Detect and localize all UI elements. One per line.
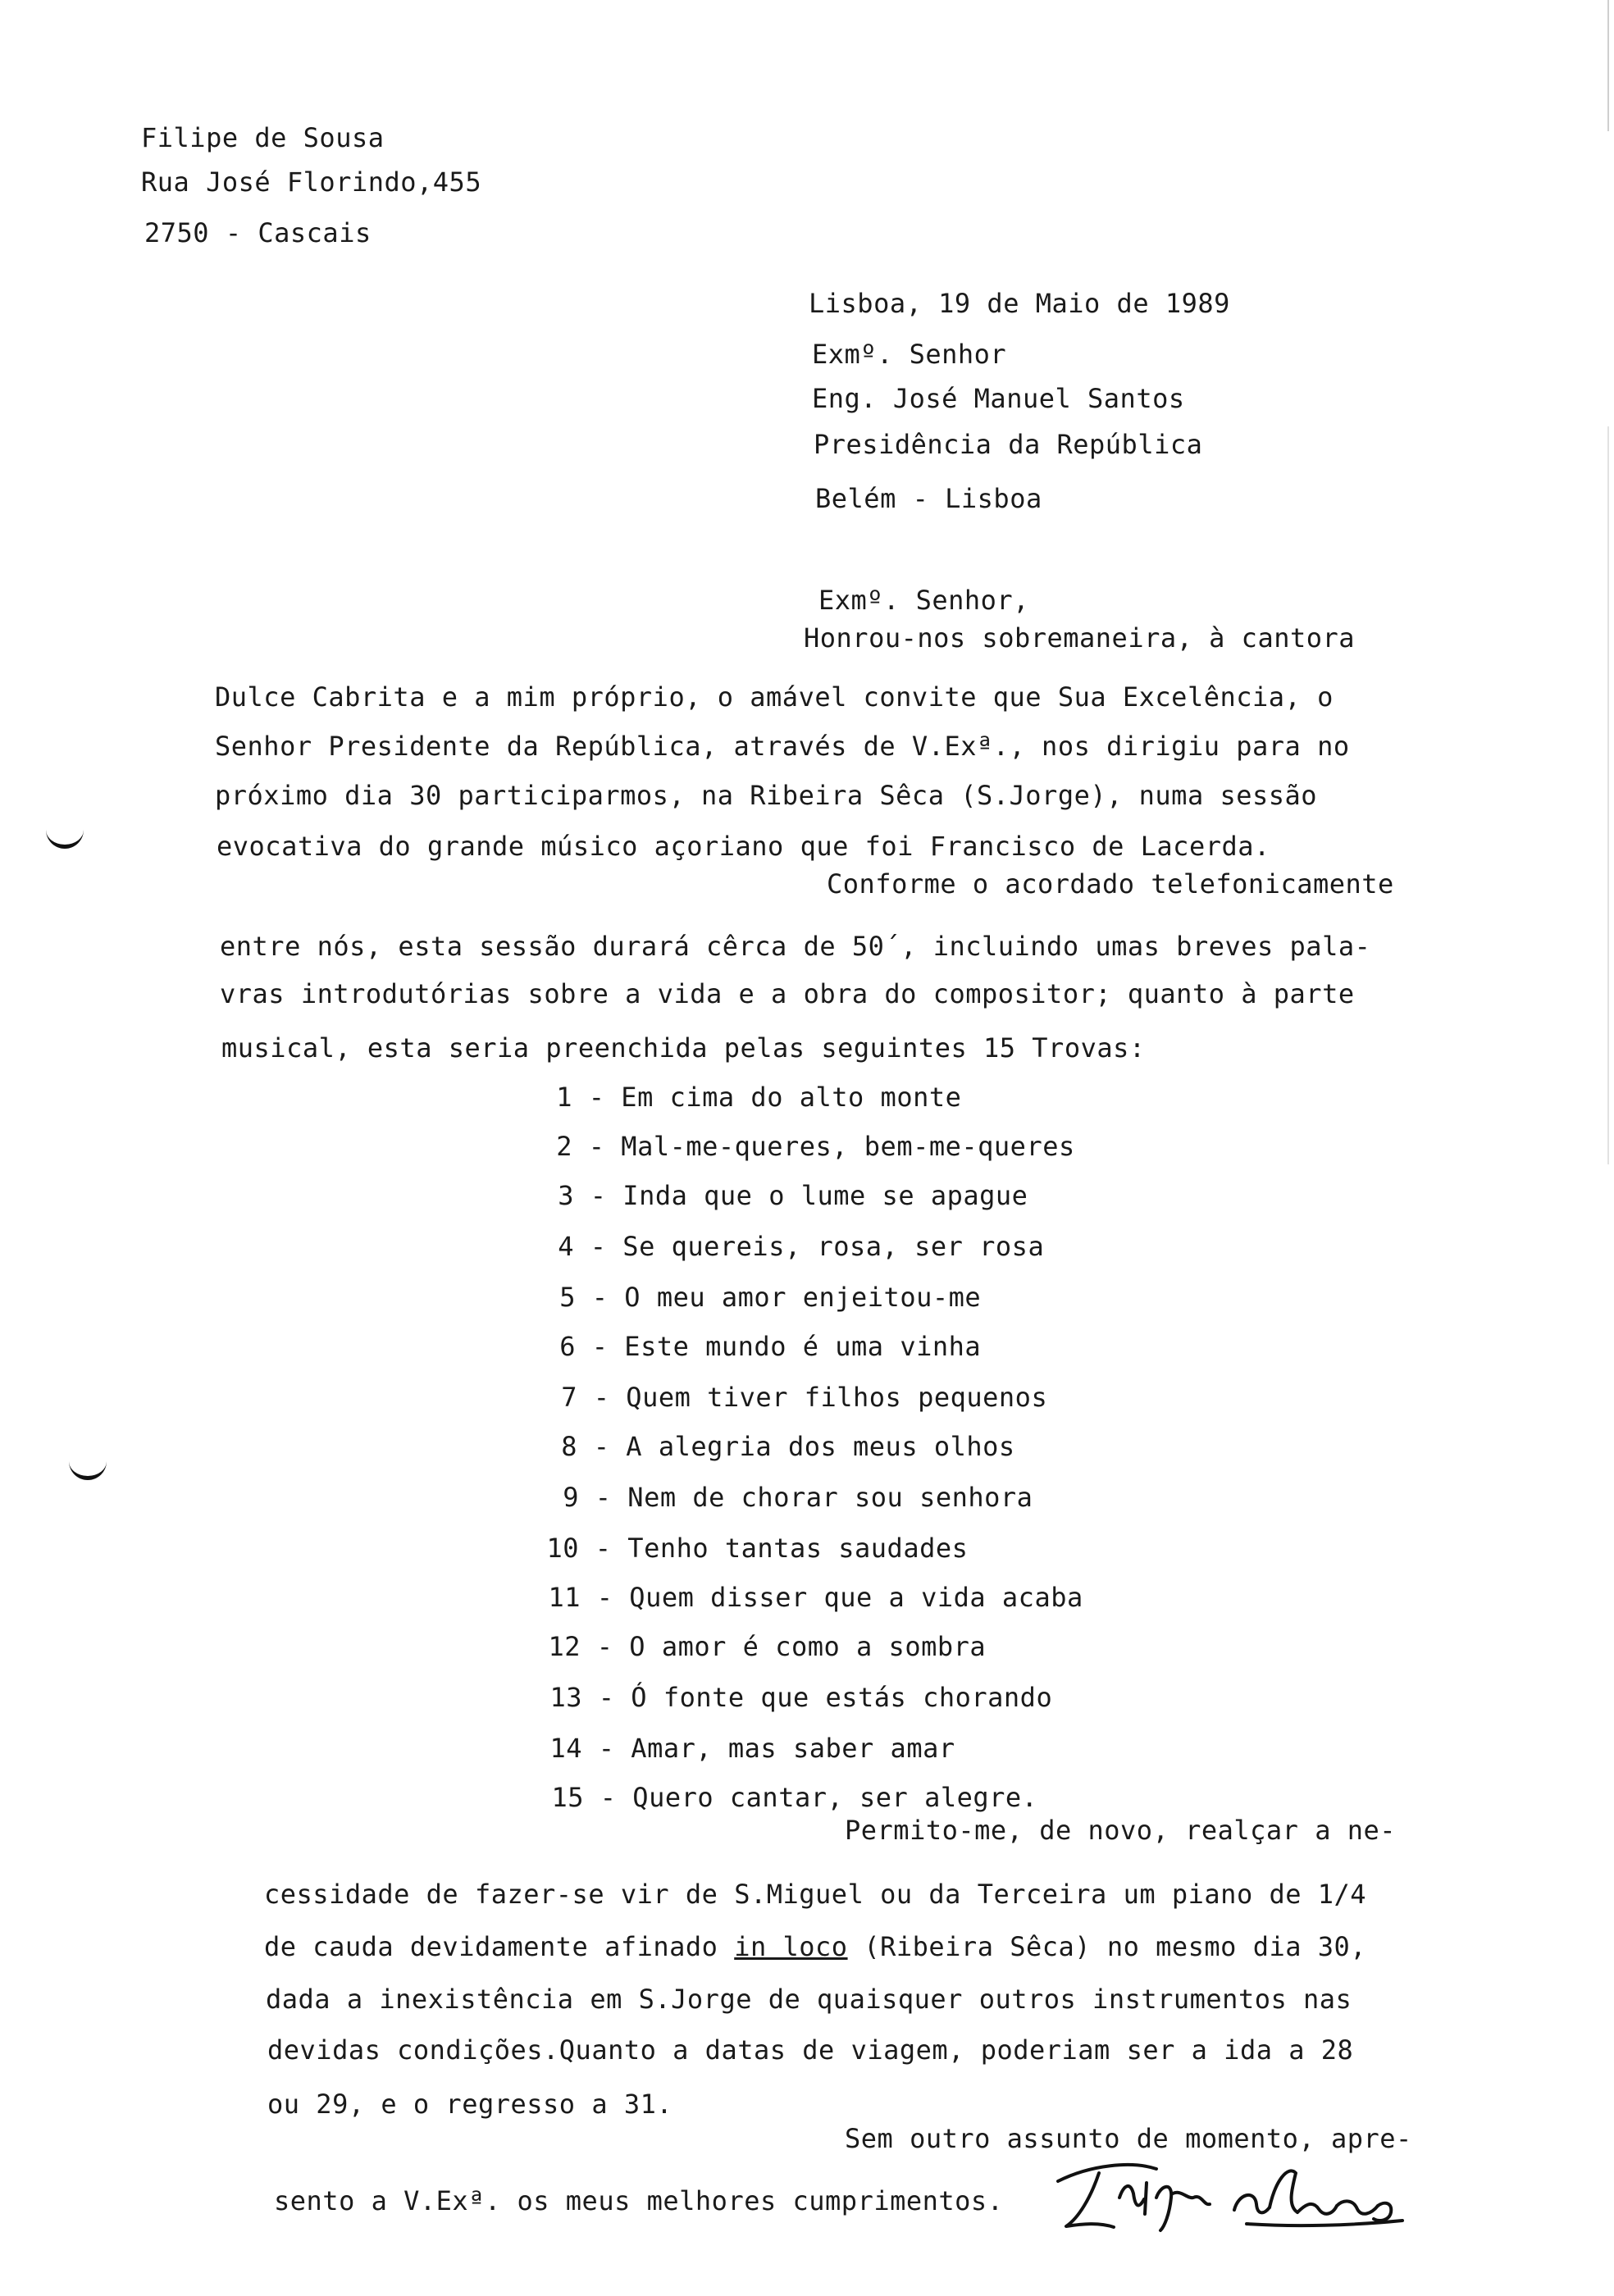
punch-hole-mark: [69, 1451, 107, 1480]
trova-number: 4: [558, 1231, 574, 1262]
trova-title: O meu amor enjeitou-me: [624, 1282, 982, 1313]
sender-street: Rua José Florindo,455: [141, 166, 482, 198]
trova-number: 7: [561, 1382, 577, 1413]
paragraph-line: devidas condições.Quanto a datas de viagem, poderiam ser a ida a 28: [267, 2034, 1354, 2066]
trova-title: Se quereis, rosa, ser rosa: [622, 1231, 1045, 1262]
trova-number: 8: [561, 1431, 577, 1462]
trova-title: Quem disser que a vida acaba: [629, 1582, 1083, 1613]
trova-item: [545, 1481, 1033, 1514]
trova-title: Mal-me-queres, bem-me-queres: [621, 1131, 1075, 1162]
closing-line: sento a V.Exª. os meus melhores cumprimentos.: [274, 2185, 1004, 2216]
paragraph-line: Permito-me, de novo, realçar a ne-: [845, 1815, 1397, 1846]
page-edge-mark: [1607, 426, 1609, 1164]
paragraph-line: evocativa do grande músico açoriano que foi Francisco de Lacerda.: [217, 831, 1270, 862]
trova-separator: -: [574, 1180, 623, 1211]
trova-number: 11: [548, 1582, 581, 1613]
handwritten-signature: [1042, 2148, 1419, 2239]
trova-item: [541, 1281, 981, 1314]
trova-separator: -: [577, 1382, 627, 1413]
trova-separator: -: [577, 1431, 627, 1462]
paragraph-line: entre nós, esta sessão durará cêrca de 50´, incluindo umas breves pala-: [220, 931, 1371, 962]
trova-number: 3: [558, 1180, 574, 1211]
paragraph-line: Senhor Presidente da República, através de V.Exª., nos dirigiu para no: [215, 731, 1350, 762]
greeting: Exmº. Senhor,: [818, 585, 1029, 616]
trova-item: [545, 1532, 968, 1565]
letter-date: Lisboa, 19 de Maio de 1989: [809, 288, 1230, 319]
sender-name: Filipe de Sousa: [141, 122, 385, 153]
trova-separator: -: [582, 1733, 631, 1764]
trova-title: Inda que o lume se apague: [622, 1180, 1028, 1211]
trova-number: 15: [551, 1782, 584, 1813]
trova-number: 10: [546, 1533, 579, 1564]
trova-number: 9: [563, 1482, 579, 1513]
trova-number: 12: [548, 1631, 581, 1662]
trova-number: 13: [549, 1682, 582, 1713]
underlined-phrase: in loco: [734, 1931, 848, 1962]
trova-title: O amor é como a sombra: [629, 1631, 987, 1662]
paragraph-line: próximo dia 30 participarmos, na Ribeira Sêca (S.Jorge), numa sessão: [215, 780, 1318, 811]
trova-separator: -: [584, 1782, 633, 1813]
trova-number: 5: [559, 1282, 576, 1313]
trova-title: Tenho tantas saudades: [627, 1533, 969, 1564]
trova-title: Quero cantar, ser alegre.: [632, 1782, 1038, 1813]
trova-item: [546, 1581, 1083, 1614]
paragraph-line: [264, 1930, 1366, 1963]
recipient-place: Belém - Lisboa: [815, 483, 1042, 514]
trova-number: 14: [549, 1733, 582, 1764]
trova-item: [538, 1081, 961, 1114]
trova-item: [540, 1179, 1028, 1212]
trova-item: [546, 1630, 986, 1663]
trova-separator: -: [574, 1231, 623, 1262]
trova-item: [541, 1330, 981, 1363]
trova-title: Nem de chorar sou senhora: [627, 1482, 1033, 1513]
trova-title: A alegria dos meus olhos: [626, 1431, 1015, 1462]
trova-separator: -: [582, 1682, 631, 1713]
trova-number: 2: [556, 1131, 572, 1162]
punch-hole-mark: [46, 820, 84, 849]
recipient-name: Eng. José Manuel Santos: [812, 383, 1185, 414]
paragraph-line: cessidade de fazer-se vir de S.Miguel ou da Terceira um piano de 1/4: [264, 1879, 1367, 1910]
paragraph-line: Dulce Cabrita e a mim próprio, o amável convite que Sua Excelência, o: [215, 681, 1334, 713]
trova-separator: -: [576, 1331, 625, 1362]
paragraph-line: vras introdutórias sobre a vida e a obra do compositor; quanto à parte: [220, 978, 1355, 1009]
trova-separator: -: [579, 1533, 628, 1564]
recipient-office: Presidência da República: [814, 429, 1203, 460]
trova-item: [538, 1130, 1075, 1163]
trova-item: [548, 1681, 1052, 1714]
paragraph-line: Honrou-nos sobremaneira, à cantora: [804, 622, 1356, 654]
paragraph-line: ou 29, e o regresso a 31.: [267, 2089, 673, 2120]
sender-city: 2750 - Cascais: [144, 217, 372, 248]
trova-title: Amar, mas saber amar: [631, 1733, 955, 1764]
trova-title: Este mundo é uma vinha: [624, 1331, 982, 1362]
trova-separator: -: [576, 1282, 625, 1313]
trova-title: Em cima do alto monte: [621, 1082, 962, 1113]
trova-separator: -: [572, 1131, 622, 1162]
trova-number: 6: [559, 1331, 576, 1362]
paragraph-text: (Ribeira Sêca) no mesmo dia 30,: [847, 1931, 1367, 1962]
paragraph-text: de cauda devidamente afinado: [264, 1931, 735, 1962]
trova-separator: -: [581, 1582, 630, 1613]
trova-item: [543, 1381, 1047, 1414]
trova-separator: -: [579, 1482, 628, 1513]
trova-number: 1: [556, 1082, 572, 1113]
page-edge-mark: [1607, 0, 1609, 131]
trova-item: [543, 1430, 1015, 1463]
trova-item: [549, 1781, 1037, 1814]
recipient-salutation: Exmº. Senhor: [812, 339, 1007, 370]
trova-separator: -: [572, 1082, 622, 1113]
trova-title: Ó fonte que estás chorando: [631, 1682, 1053, 1713]
closing-line: Sem outro assunto de momento, apre-: [845, 2123, 1412, 2154]
paragraph-line: musical, esta seria preenchida pelas seguintes 15 Trovas:: [221, 1032, 1146, 1064]
paragraph-line: dada a inexistência em S.Jorge de quaisquer outros instrumentos nas: [266, 1984, 1352, 2015]
trova-item: [548, 1732, 955, 1765]
paragraph-line: Conforme o acordado telefonicamente: [827, 868, 1394, 900]
trova-item: [540, 1230, 1044, 1263]
trova-separator: -: [581, 1631, 630, 1662]
trova-title: Quem tiver filhos pequenos: [626, 1382, 1048, 1413]
